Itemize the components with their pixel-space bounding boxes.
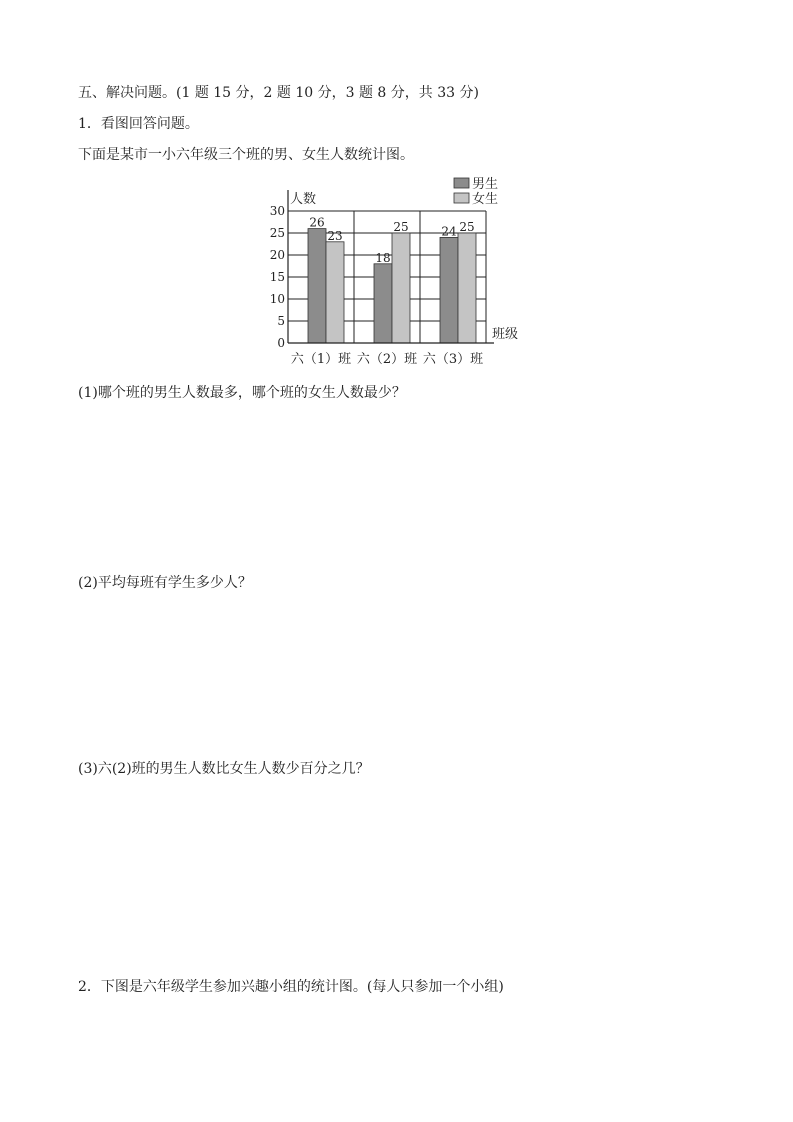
legend-swatch-boys: [454, 178, 469, 188]
question-2-title: 2．下图是六年级学生参加兴趣小组的统计图。(每人只参加一个小组): [78, 979, 504, 995]
bar-value-label-boys-1: 26: [309, 215, 325, 230]
bar-value-label-boys-3: 24: [441, 224, 457, 239]
bar-value-label-girls-1: 23: [327, 228, 343, 243]
y-tick-label-1: 5: [277, 314, 285, 328]
y-tick-label-6: 30: [269, 204, 285, 218]
bar-girls-3: [458, 233, 476, 343]
question-1-title: 1．看图回答问题。: [78, 116, 199, 132]
question-1-sub-2: (2)平均每班有学生多少人？: [78, 575, 252, 591]
legend-label-boys: 男生: [472, 177, 499, 192]
question-1-sub-3: (3)六(2)班的男生人数比女生人数少百分之几？: [78, 761, 370, 777]
question-1-sub-1: (1)哪个班的男生人数最多，哪个班的女生人数最少？: [78, 385, 406, 401]
bar-chart: [258, 172, 533, 372]
question-1-intro: 下面是某市一小六年级三个班的男、女生人数统计图。: [78, 147, 414, 163]
y-tick-label-0: 0: [277, 336, 285, 350]
y-tick-label-3: 15: [269, 270, 285, 284]
legend-swatch-girls: [454, 193, 469, 203]
y-tick-label-2: 10: [269, 292, 285, 306]
bar-boys-3: [440, 237, 458, 343]
bar-value-label-girls-3: 25: [459, 220, 475, 234]
y-tick-label-5: 25: [269, 226, 285, 240]
x-axis-title: 班级: [492, 327, 519, 342]
bar-value-label-girls-2: 25: [393, 220, 409, 234]
x-tick-label-3: 六（3）班: [422, 352, 484, 367]
section-heading: 五、解决问题。(1 题 15 分，2 题 10 分，3 题 8 分，共 33 分): [78, 85, 479, 101]
bar-boys-1: [308, 229, 326, 343]
bar-boys-2: [374, 264, 392, 343]
x-tick-label-1: 六（1）班: [290, 352, 352, 367]
x-tick-label-2: 六（2）班: [356, 352, 418, 367]
bar-girls-1: [326, 242, 344, 343]
bar-value-label-boys-2: 18: [375, 250, 391, 265]
y-tick-label-4: 20: [269, 248, 285, 262]
legend-label-girls: 女生: [472, 192, 499, 207]
y-axis-title: 人数: [290, 192, 317, 207]
bar-girls-2: [392, 233, 410, 343]
